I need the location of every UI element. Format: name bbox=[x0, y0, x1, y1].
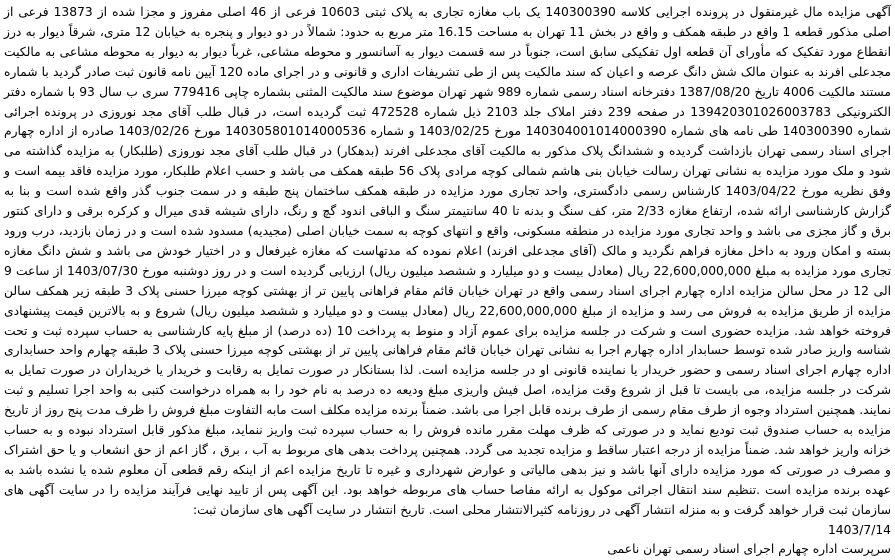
auction-notice bbox=[4, 3, 892, 557]
issuer-signature: سرپرست اداره چهارم اجرای اسناد رسمی تهران ناعمی bbox=[607, 542, 891, 557]
publication-date: 1403/7/14 bbox=[827, 522, 891, 537]
notice-signoff bbox=[4, 521, 891, 560]
notice-body: آگهی مزایده مال غیرمنقول در پرونده اجرایی کلاسه 140300390 یک باب مغازه تجاری به پلاک ثبتی 10603 فرعی از 46 اصلی مفروز و مجزا شده از 13873 فرعی از اصلی مذکور قطعه 1 واقع در طبقه همکف و واقع در بخش 11 تهران به مساحت 16.15 متر مربع به حدود: شمالاً در دو دیوار و پنجره به خیابان 12 متری، شرقاً دیوار به درز انقطاع مورد تفکیک که مأورای آن قطعه اول تفکیکی سابق است، جنوباً در سه قسمت دیوار به آسانسور و محوطه مشاعی، غرباً دیوار به دیوار به محوطه مشاعی به مالکیت مجدعلی افرند به عنوان مالک شش دانگ عرصه و اعیان که سند مالکیت پس از طی تشریفات اداری و قانونی و در اجرای ماده 120 آیین نامه قانون ثبت صادر گردید با شماره مستند مالکیت 4006 تاریخ 1387/08/20 دفترخانه اسناد رسمی شماره 989 شهر تهران موضوع سند مالکیت المثنی بشماره چاپی 779416 سری ب سال 93 با شماره دفتر الکترونیکی 139420301026003783 در صفحه 239 دفتر املاک جلد 2103 ذیل شماره 472528 ثبت گردیده است، در قبال طلب آقای مجد نوروزی در پرونده اجرائی شماره 140300390 طی نامه های شماره 140304001014000390 مورخ 1403/02/25 و شماره 140305801014000536 مورخ 1403/02/26 صادره از اداره چهارم اجرای اسناد رسمی تهران بازداشت گردیده و ششدانگ پلاک مذکور به مالکیت آقای مجدعلی افرند (بدهکار) در قبال طلب آقای مجد نوروزی (طلبکار) به مزایده گذاشته می شود و ملک مورد مزایده به نشانی تهران رسالت خیابان بنی هاشم شمالی کوچه مرادی پلاک 56 طبقه همکف می باشد و حسب اعلام طلبکار، مورد مزایده فاقد بیمه است و وفق نظریه مورخ 1403/04/22 کارشناس رسمی دادگستری، واحد تجاری مورد مزایده در طبقه همکف ساختمان پنج طبقه و در سمت جنوب گذر واقع شده است و بنا به گزارش کارشناسی ارائه شده، ارتفاع مغازه 2/33 متر، کف سنگ و بدنه تا 40 سانتیمتر سنگ و الباقی اندود گچ و رنگ، دارای شیشه قدی میرال و کرکره برقی و دارای کنتور برق و گاز مجزی می باشد و واحد تجاری مورد مزایده در منطقه مسکونی، واقع و انتهای کوچه به سمت خیابان اصلی (مجیدیه) مسدود شده است و در زمان بازدید، درب ورود بسته و امکان ورود به داخل مغازه فراهم نگردید و مالک (آقای مجدعلی افرند) اعلام نموده که مدتهاست که مغازه غیرفعال و در اختیار خودش می باشد و شش دانگ مغازه تجاری مورد مزایده به مبلغ 22,600,000,000 ریال (معادل بیست و دو میلیارد و ششصد میلیون ریال) ارزیابی گردیده است و در روز دوشنبه مورخ 1403/07/30 از ساعت 9 الی 12 در محل سالن مزایده اداره چهارم اجرای اسناد رسمی واقع در تهران خیابان قائم مقام فراهانی پایین تر از بهشتی کوچه میرزا حسنی پلاک 3 طبقه زیر همکف سالن مزایده از طریق مزایده به فروش می رسد و مزایده از مبلغ 22,600,000,000 ریال (معادل بیست و دو میلیارد و ششصد میلیون ریال) شروع و به بالاترین قیمت پیشنهادی فروخته خواهد شد. مزایده حضوری است و شرکت در جلسه مزایده برای عموم آزاد و منوط به پرداخت 10 (ده درصد) از مبلغ پایه کارشناسی به حساب سپرده ثبت و تحت شناسه واریز صادر شده توسط حسابدار اداره چهارم اجرا به نشانی تهران خیابان قائم مقام فراهانی پایین تر از بهشتی کوچه میرزا حسنی پلاک 3 طبقه چهارم واحد حسابداری اداره چهارم اجرای اسناد رسمی و حضور خریدار یا نماینده قانونی او در جلسه مزایده است. لذا بستانکار در صورت تمایل به رقابت و خریدار یا خریداران در صورت تمایل به شرکت در جلسه مزایده، می بایست تا قبل از شروع وقت مزایده، اصل فیش واریزی مبلغ ودیعه ده درصد به نام خود را به همراه درخواست کتبی به واحد اجرا تسلیم و ثبت نمایند. همچنین استرداد وجوه از طرف مقام رسمی از طرف برنده قابل اجرا می باشد. ضمناً برنده مزایده مکلف است مابه التفاوت مبلغ فروش را ظرف مدت پنج روز از تاریخ مزایده به حساب صندوق ثبت تودیع نماید و در صورتی که ظرف مهلت مقرر مانده فروش را به حساب سپرده ثبت واریز ننماید، مبلغ مذکور قابل استرداد نبوده و به حساب خزانه واریز خواهد شد. ضمناً مزایده از درجه اعتبار ساقط و مزایده تجدید می گردد. همچنین پرداخت بدهی های مربوط به آب ، برق ، گاز اعم از حق انشعاب و یا حق اشتراک و مصرف در صورتی که مورد مزایده دارای آنها باشد و نیز بدهی مالیاتی و عوارض شهرداری و غیره تا تاریخ مزایده اعم از اینکه رقم قطعی آن معلوم شده یا نشده باشد به عهده برنده مزایده است .تنظیم سند انتقال اجرائی موکول به ارائه مفاصا حساب های مربوطه خواهد بود. این آگهی پس از تایید نهایی فرآیند مزایده را در سایت آگهی های سازمان ثبت قرار خواهد گرفت و به منزله انتشار آگهی در روزنامه کثیرالانتشار محلی است. تاریخ انتشار در سایت آگهی های سازمان ثبت: bbox=[4, 5, 892, 517]
